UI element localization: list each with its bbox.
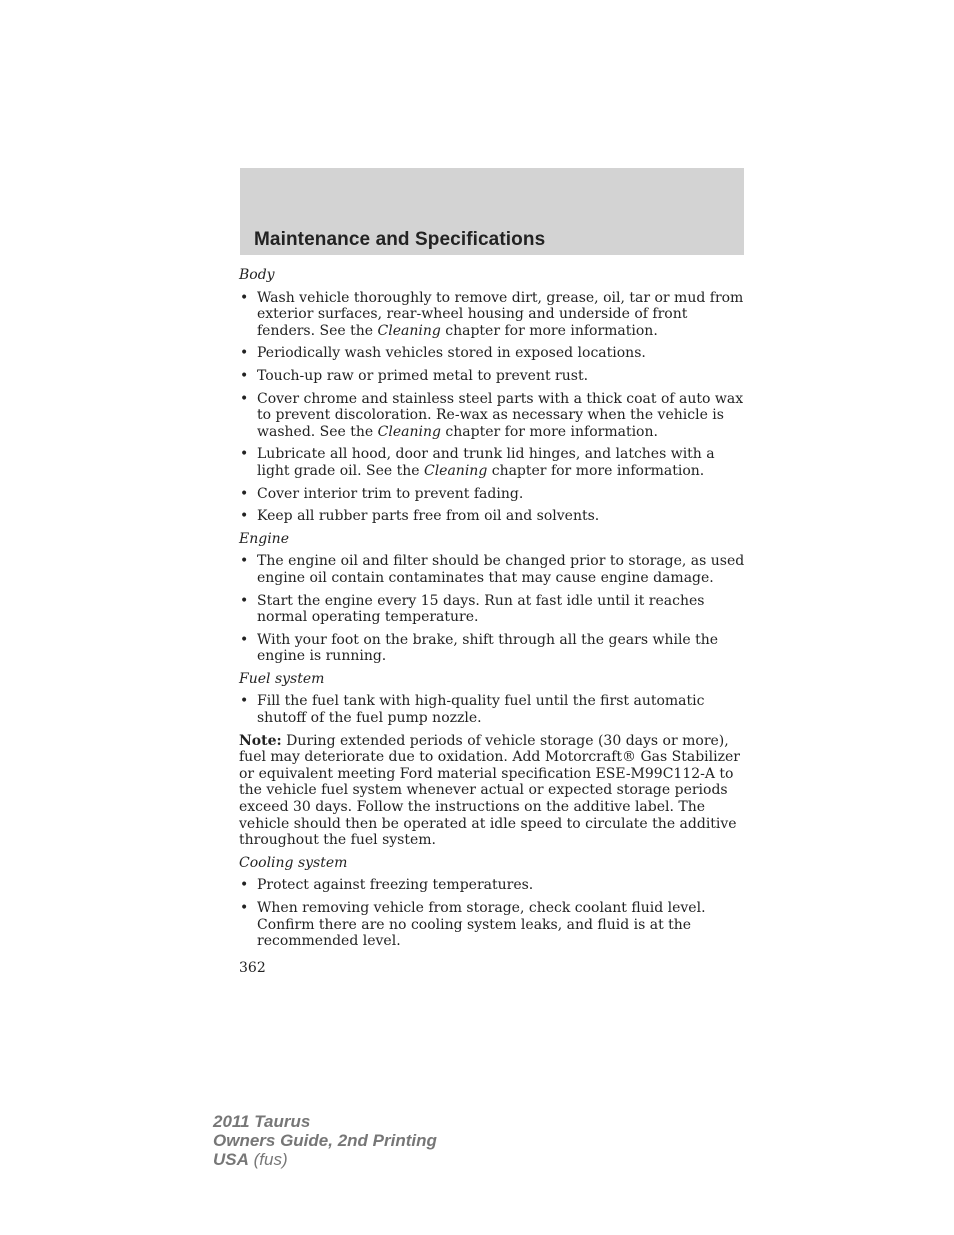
footer-guide: Owners Guide, 2nd Printing xyxy=(213,1131,437,1150)
page-content xyxy=(239,267,745,976)
section-title-fuel: Fuel system xyxy=(239,670,325,687)
footer-model: 2011 Taurus xyxy=(213,1112,311,1131)
list-item: • Wash vehicle thoroughly to remove dirt, grease, oil, tar or mud from exterior surfaces, rear-wheel housing and underside of front fenders. See the Cleaning chapter for more information. xyxy=(240,289,744,339)
fuel-note xyxy=(239,733,745,849)
document-footer xyxy=(213,1112,437,1169)
bullet-icon: • xyxy=(240,508,249,525)
engine-bullet-list xyxy=(239,553,745,665)
bullet-icon: • xyxy=(240,631,249,648)
bullet-icon: • xyxy=(240,289,249,306)
list-item: • Protect against freezing temperatures. xyxy=(240,877,534,894)
bullet-icon: • xyxy=(240,592,249,609)
section-title-engine: Engine xyxy=(239,530,289,547)
section-header-title: Maintenance and Specifications xyxy=(254,229,546,250)
bullet-icon: • xyxy=(240,345,249,362)
bullet-icon: • xyxy=(240,390,249,407)
list-item: • Start the engine every 15 days. Run at fast idle until it reaches normal operating temperature. xyxy=(240,592,705,626)
bullet-icon: • xyxy=(240,900,249,916)
list-item: • Periodically wash vehicles stored in exposed locations. xyxy=(240,345,646,362)
cooling-bullet-list xyxy=(239,877,745,949)
bullet-icon: • xyxy=(240,553,249,570)
list-item: • Cover interior trim to prevent fading. xyxy=(240,485,524,502)
footer-region: USA (fus) xyxy=(213,1150,288,1169)
list-item: • When removing vehicle from storage, check coolant fluid level. Confirm there are no cooling system leaks, and fluid is at the recommended level. xyxy=(240,900,706,950)
body-bullet-list xyxy=(239,290,745,525)
bullet-icon: • xyxy=(240,367,249,384)
list-item: • With your foot on the brake, shift through all the gears while the engine is running. xyxy=(240,631,719,665)
list-item: • Fill the fuel tank with high-quality fuel until the first automatic shutoff of the fuel pump nozzle. xyxy=(240,693,705,727)
list-item: • The engine oil and filter should be changed prior to storage, as used engine oil contain contaminates that may cause engine damage. xyxy=(240,553,745,586)
list-item: • Touch-up raw or primed metal to prevent rust. xyxy=(240,367,589,384)
list-item: • Lubricate all hood, door and trunk lid hinges, and latches with a light grade oil. See the Cleaning chapter for more information. xyxy=(240,446,715,479)
list-item: • Cover chrome and stainless steel parts with a thick coat of auto wax to prevent discoloration. Re-wax as necessary when the vehicle is washed. See the Cleaning chapter for more information. xyxy=(240,390,744,440)
note-text: During extended periods of vehicle storage (30 days or more), fuel may deteriorate due to oxidation. Add Motorcraft® Gas Stabilizer or equivalent meeting Ford material specification ESE-M99C112-A to the vehicle fuel system whenever actual or expected storage periods exceed 30 days. Follow the instructions on the additive label. The vehicle should then be operated at idle speed to circulate the additive throughout the fuel system. xyxy=(239,732,740,849)
bullet-icon: • xyxy=(240,446,249,463)
bullet-icon: • xyxy=(240,693,249,710)
list-item: • Keep all rubber parts free from oil and solvents. xyxy=(240,508,600,525)
bullet-icon: • xyxy=(240,485,249,502)
bullet-icon: • xyxy=(240,877,249,894)
section-title-cooling: Cooling system xyxy=(239,854,348,871)
fuel-bullet-list xyxy=(239,693,745,726)
section-title-body: Body xyxy=(239,267,275,283)
section-header-band xyxy=(240,168,744,255)
note-label: Note: xyxy=(239,732,282,749)
page-number: 362 xyxy=(239,959,266,976)
